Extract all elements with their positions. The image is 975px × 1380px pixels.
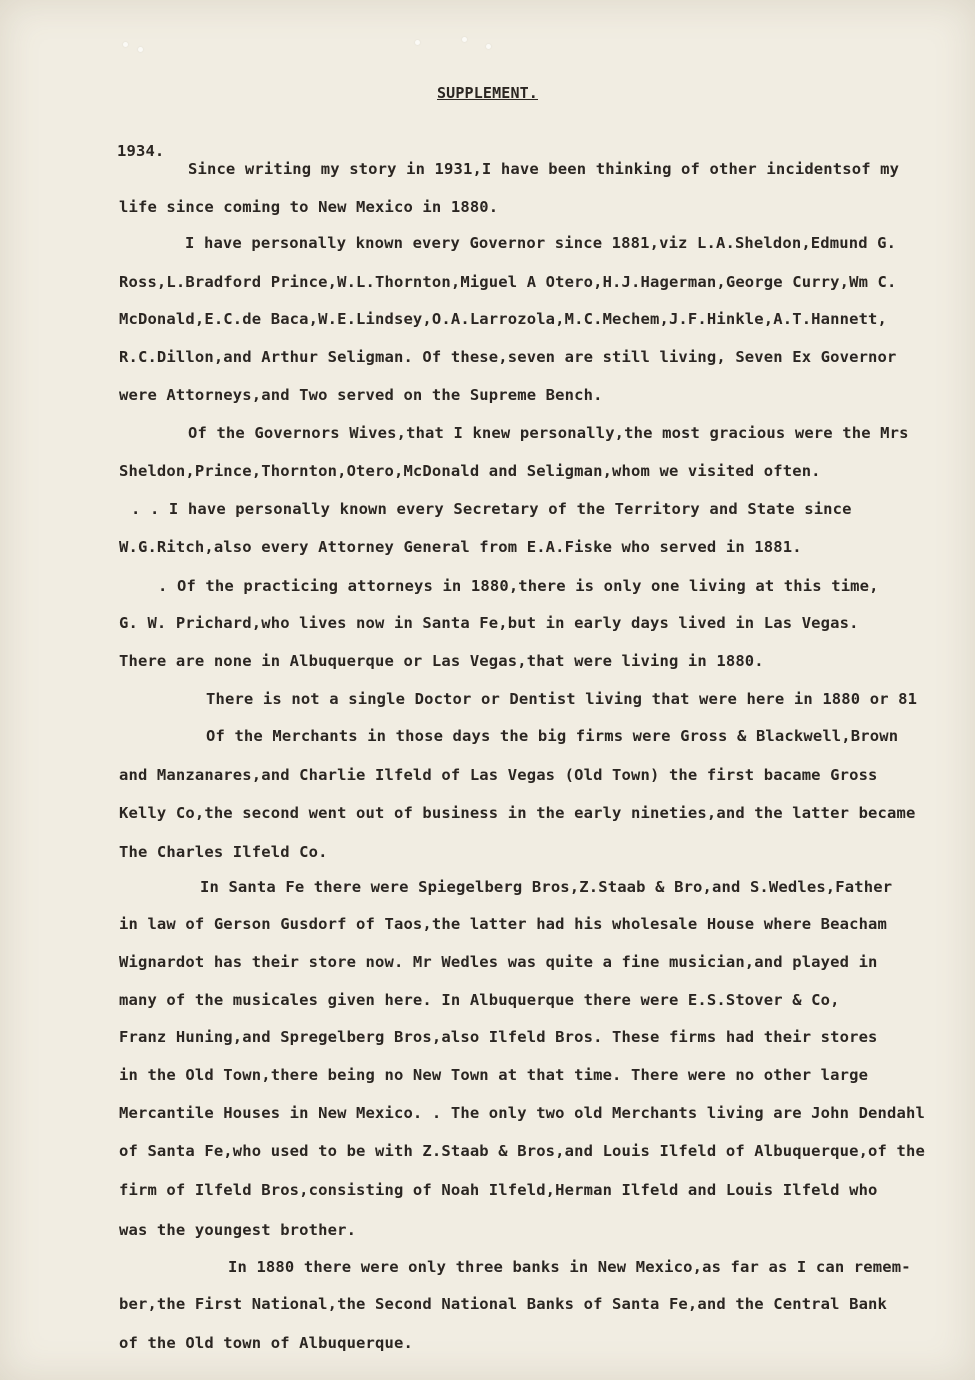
text-line: in the Old Town,there being no New Town at that time. There were no other large xyxy=(119,1066,869,1084)
text-line: G. W. Prichard,who lives now in Santa Fe,but in early days lived in Las Vegas. xyxy=(119,614,859,632)
text-line: . . I have personally known every Secretary of the Territory and State since xyxy=(131,500,852,518)
text-line: Franz Huning,and Spregelberg Bros,also Ilfeld Bros. These firms had their stores xyxy=(119,1028,878,1046)
text-line: The Charles Ilfeld Co. xyxy=(119,843,328,861)
document-year: 1934. xyxy=(117,142,165,160)
text-line: Sheldon,Prince,Thornton,Otero,McDonald and Seligman,whom we visited often. xyxy=(119,462,821,480)
text-line: I have personally known every Governor since 1881,viz L.A.Sheldon,Edmund G. xyxy=(185,234,897,252)
text-line: There are none in Albuquerque or Las Vegas,that were living in 1880. xyxy=(119,652,764,670)
text-line: firm of Ilfeld Bros,consisting of Noah Ilfeld,Herman Ilfeld and Louis Ilfeld who xyxy=(119,1181,878,1199)
text-line: In 1880 there were only three banks in New Mexico,as far as I can remem- xyxy=(228,1258,911,1276)
text-line: McDonald,E.C.de Baca,W.E.Lindsey,O.A.Larrozola,M.C.Mechem,J.F.Hinkle,A.T.Hannett, xyxy=(119,310,888,328)
document-title: SUPPLEMENT. xyxy=(437,84,538,102)
text-line: . Of the practicing attorneys in 1880,there is only one living at this time, xyxy=(158,577,879,595)
paper-blemish xyxy=(123,42,128,47)
text-line: ber,the First National,the Second National Banks of Santa Fe,and the Central Bank xyxy=(119,1295,888,1313)
text-line: in law of Gerson Gusdorf of Taos,the latter had his wholesale House where Beacham xyxy=(119,915,888,933)
text-line: There is not a single Doctor or Dentist living that were here in 1880 or 81 xyxy=(206,690,918,708)
text-line: and Manzanares,and Charlie Ilfeld of Las Vegas (Old Town) the first bacame Gross xyxy=(119,766,878,784)
text-line: of Santa Fe,who used to be with Z.Staab & Bros,and Louis Ilfeld of Albuquerque,of the xyxy=(119,1142,925,1160)
text-line: Mercantile Houses in New Mexico. . The only two old Merchants living are John Dendahl xyxy=(119,1104,925,1122)
text-line: Of the Governors Wives,that I knew personally,the most gracious were the Mrs xyxy=(188,424,909,442)
text-line: Ross,L.Bradford Prince,W.L.Thornton,Miguel A Otero,H.J.Hagerman,George Curry,Wm C. xyxy=(119,273,897,291)
text-line: were Attorneys,and Two served on the Supreme Bench. xyxy=(119,386,603,404)
paper-blemish xyxy=(462,37,467,42)
text-line: W.G.Ritch,also every Attorney General from E.A.Fiske who served in 1881. xyxy=(119,538,802,556)
text-line: was the youngest brother. xyxy=(119,1221,357,1239)
paper-blemish xyxy=(415,40,420,45)
text-line: life since coming to New Mexico in 1880. xyxy=(119,198,499,216)
text-line: In Santa Fe there were Spiegelberg Bros,Z.Staab & Bro,and S.Wedles,Father xyxy=(200,878,893,896)
text-line: Wignardot has their store now. Mr Wedles was quite a fine musician,and played in xyxy=(119,953,878,971)
paper-blemish xyxy=(138,47,143,52)
text-line: Since writing my story in 1931,I have been thinking of other incidentsof my xyxy=(188,160,900,178)
text-line: Of the Merchants in those days the big firms were Gross & Blackwell,Brown xyxy=(206,727,899,745)
text-line: of the Old town of Albuquerque. xyxy=(119,1334,413,1352)
text-line: many of the musicales given here. In Albuquerque there were E.S.Stover & Co, xyxy=(119,991,840,1009)
paper-blemish xyxy=(486,44,491,49)
text-line: R.C.Dillon,and Arthur Seligman. Of these,seven are still living, Seven Ex Governor xyxy=(119,348,897,366)
text-line: Kelly Co,the second went out of business in the early nineties,and the latter became xyxy=(119,804,916,822)
